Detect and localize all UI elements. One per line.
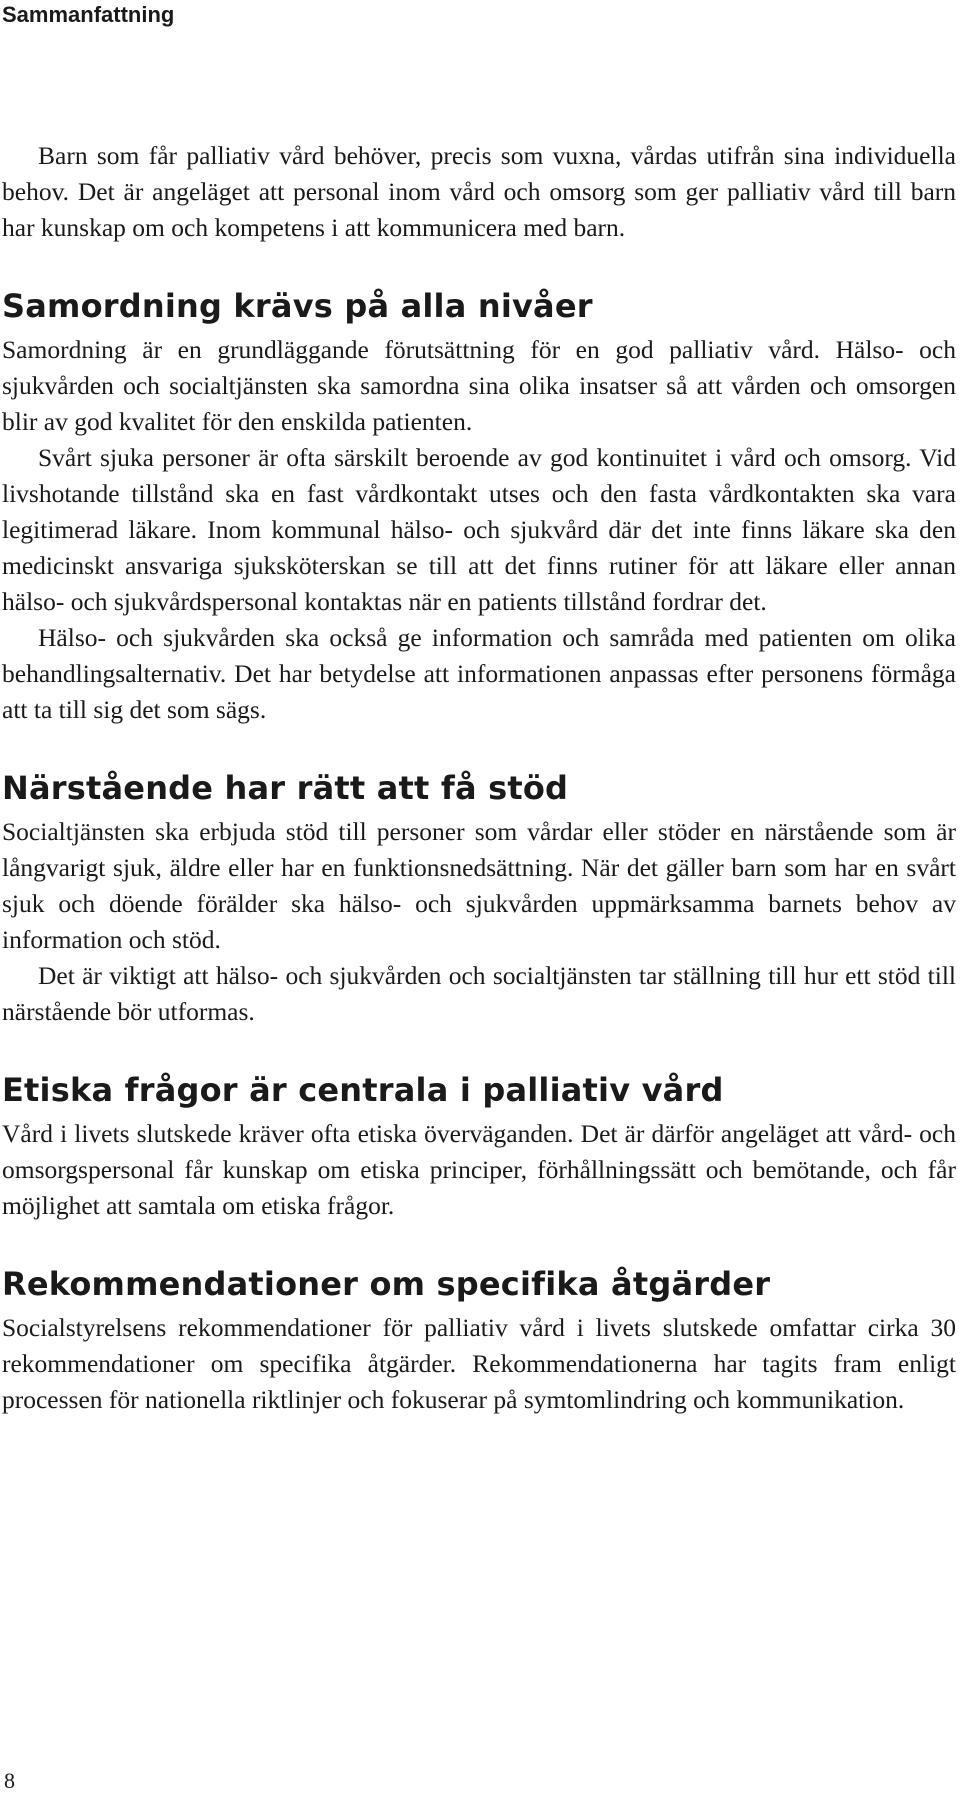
section-paragraph: Vård i livets slutskede kräver ofta etiska överväganden. Det är därför angeläget att vård- och omsorgspersonal får kunskap om etiska principer, förhållningssätt och bemötande, och får möjlighet att samtala om etiska frågor. — [2, 1119, 956, 1220]
section-etiska-fragor — [2, 1070, 956, 1224]
section-heading: Närstående har rätt att få stöd — [2, 769, 569, 807]
section-paragraph: Hälso- och sjukvården ska också ge information och samråda med patienten om olika behandlingsalternativ. Det har betydelse att informationen anpassas efter personens förmåga att ta till sig det som sägs. — [2, 623, 956, 724]
page-number: 8 — [4, 1768, 15, 1793]
section-rekommendationer — [2, 1264, 956, 1418]
intro-section — [2, 138, 956, 246]
section-paragraph: Samordning är en grundläggande förutsättning för en god palliativ vård. Hälso- och sjukvården och socialtjänsten ska samordna sina olika insatser så att vården och omsorgen blir av god kvalitet för den enskilda patienten. — [2, 335, 956, 436]
section-paragraph: Svårt sjuka personer är ofta särskilt beroende av god kontinuitet i vård och omsorg. Vid livshotande tillstånd ska en fast vårdkontakt utses och den fasta vårdkontakten ska vara legitimerad läkare. Inom kommunal hälso- och sjukvård där det inte finns läkare ska den medicinskt ansvariga sjuksköterskan se till att det finns rutiner för att läkare eller annan hälso- och sjukvårdspersonal kontaktas när en patients tillstånd fordrar det. — [2, 443, 956, 616]
section-heading: Samordning krävs på alla nivåer — [2, 287, 593, 325]
section-paragraph: Socialstyrelsens rekommendationer för palliativ vård i livets slutskede omfattar cirka 30 rekommendationer om specifika åtgärder. Rekommendationerna har tagits fram enligt processen för nationella riktlinjer och fokuserar på symtomlindring och kommunikation. — [2, 1313, 956, 1414]
section-paragraph: Det är viktigt att hälso- och sjukvården och socialtjänsten tar ställning till hur ett stöd till närstående bör utformas. — [2, 961, 956, 1026]
section-samordning — [2, 286, 956, 728]
running-head: Sammanfattning — [2, 2, 175, 27]
page-body — [2, 138, 956, 1418]
intro-paragraph: Barn som får palliativ vård behöver, precis som vuxna, vårdas utifrån sina individuella behov. Det är angeläget att personal inom vård och omsorg som ger palliativ vård till barn har kunskap om och kompetens i att kommunicera med barn. — [2, 141, 956, 242]
section-heading: Etiska frågor är centrala i palliativ vård — [2, 1071, 724, 1109]
section-narstaende — [2, 768, 956, 1030]
section-paragraph: Socialtjänsten ska erbjuda stöd till personer som vårdar eller stöder en närstående som är långvarigt sjuk, äldre eller har en funktionsnedsättning. När det gäller barn som har en svårt sjuk och döende förälder ska hälso- och sjukvården uppmärksamma barnets behov av information och stöd. — [2, 817, 956, 954]
section-heading: Rekommendationer om specifika åtgärder — [2, 1265, 771, 1303]
